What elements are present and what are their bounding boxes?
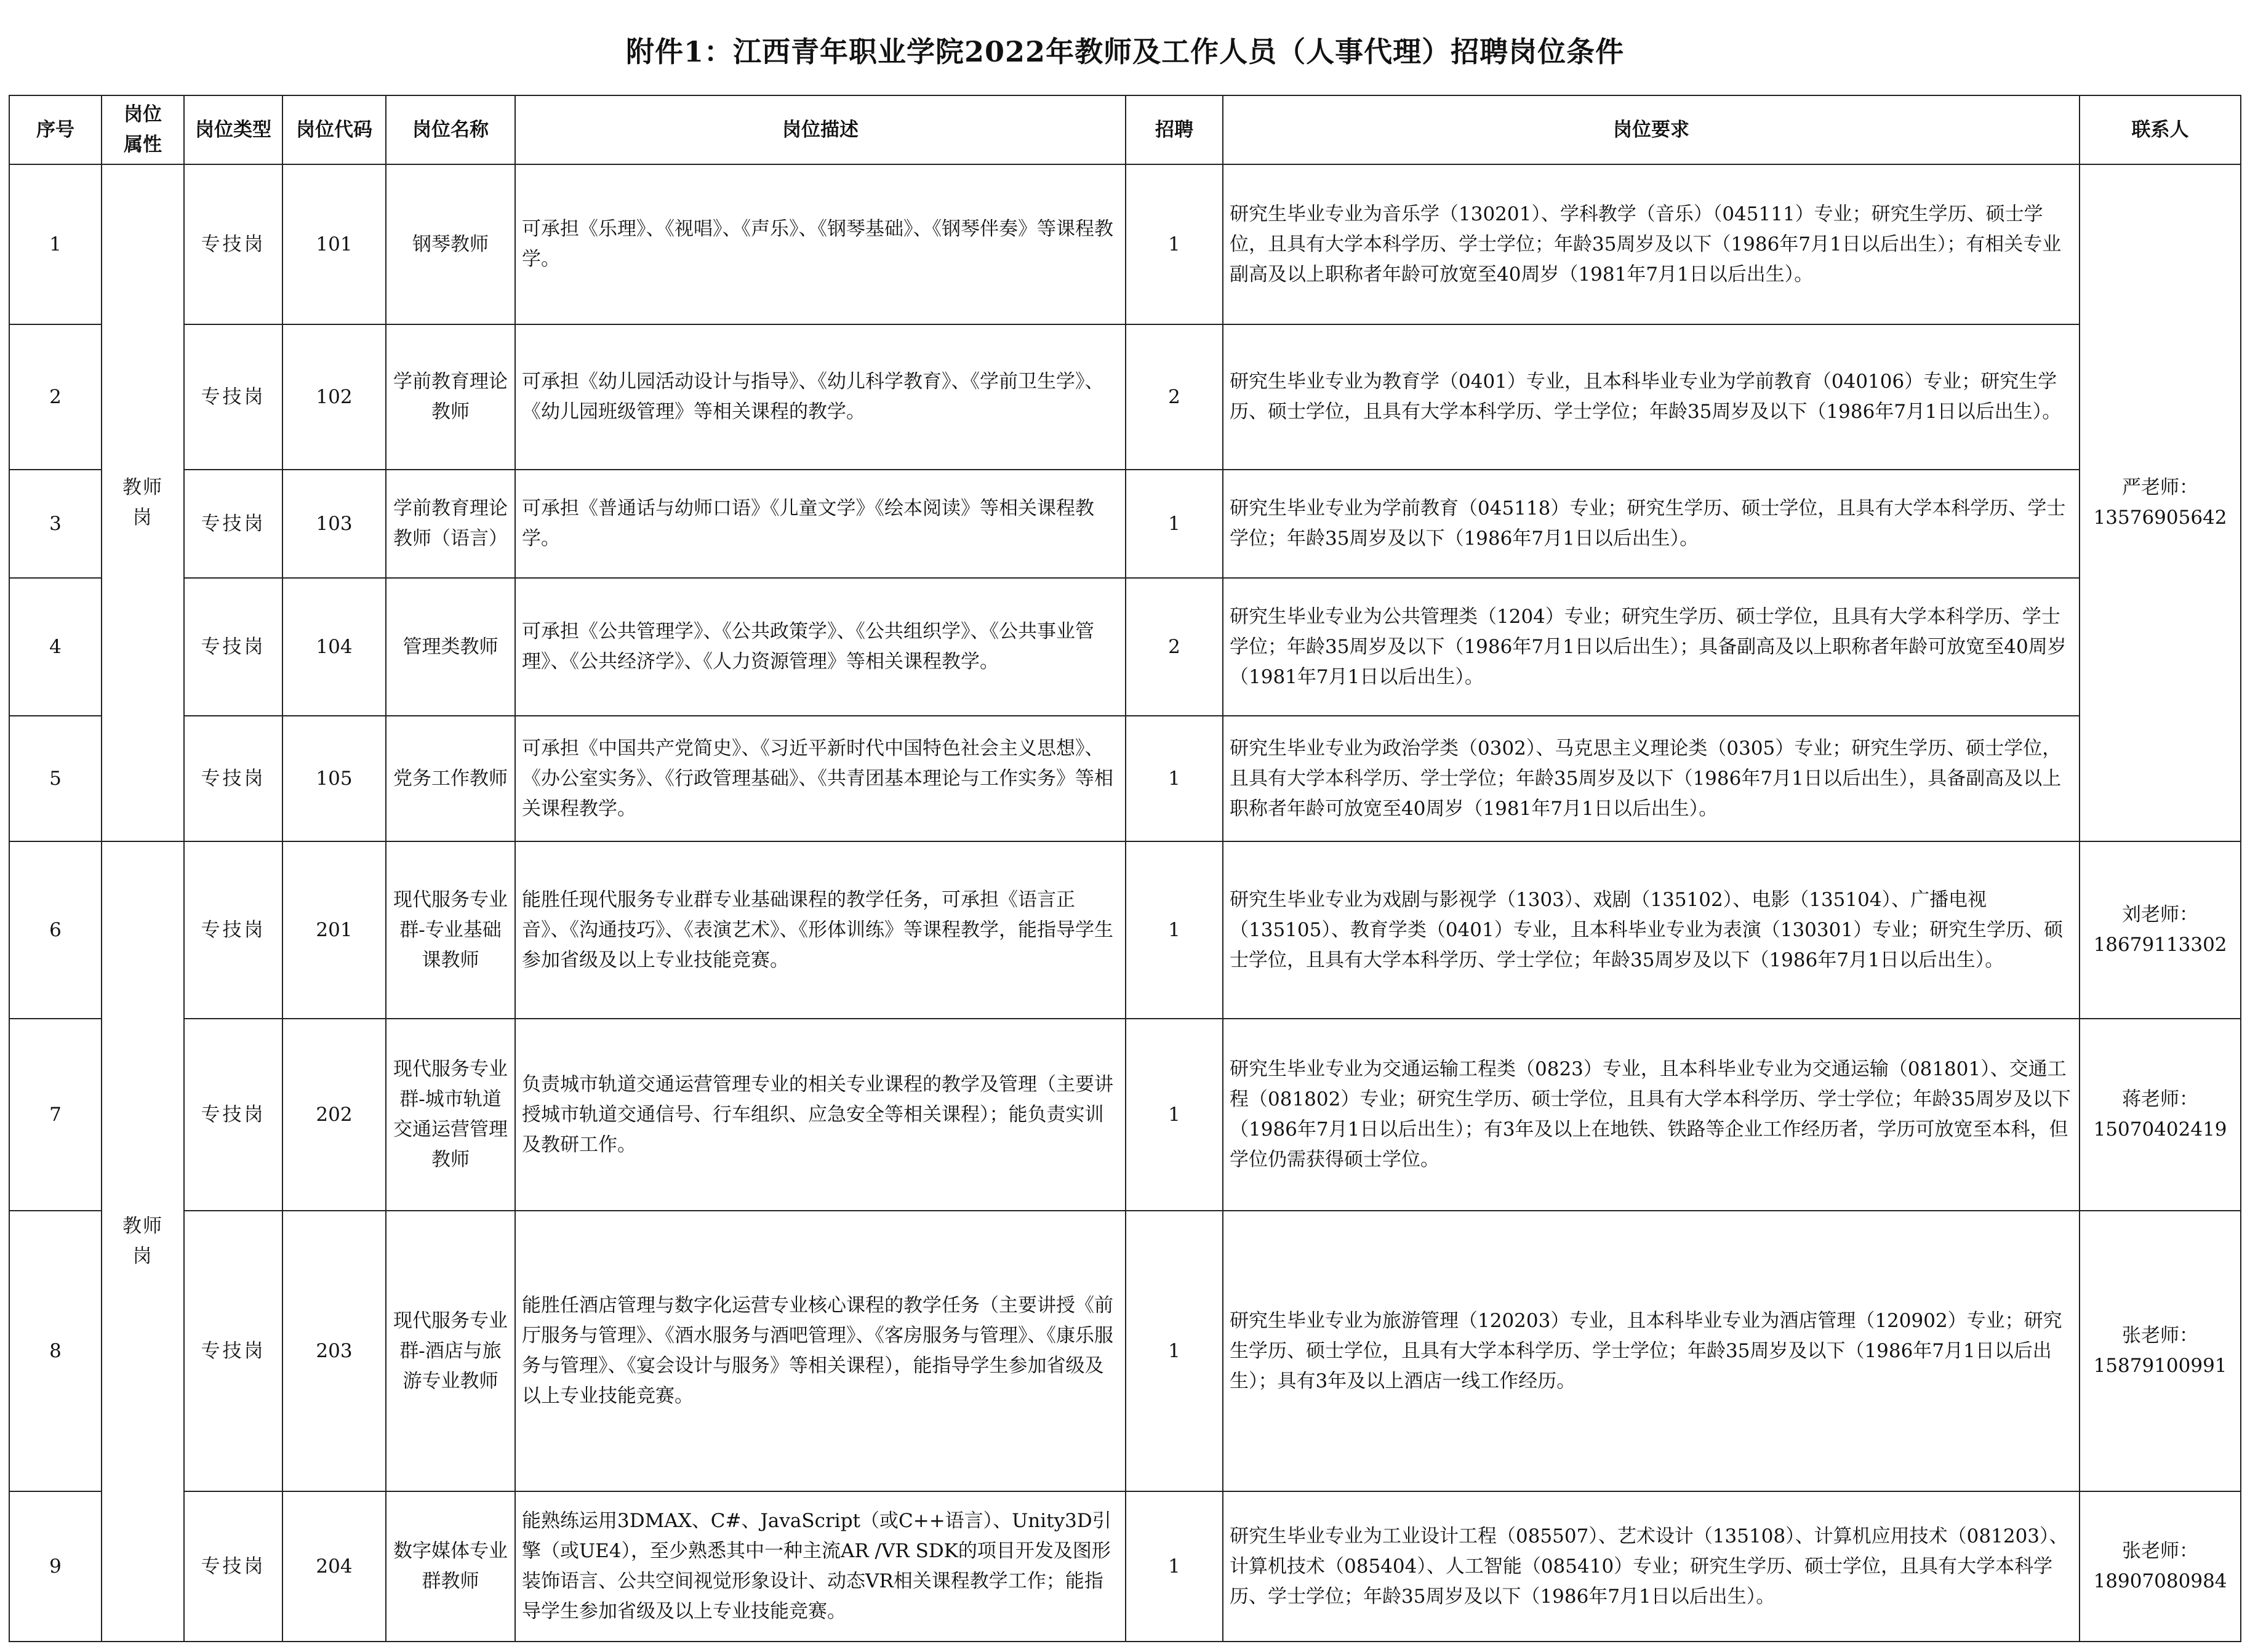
row-count: 2	[1126, 324, 1223, 470]
row-count: 1	[1126, 841, 1223, 1019]
row-seq: 6	[9, 841, 102, 1019]
row-name: 学前教育理论教师	[386, 324, 515, 470]
row-name: 党务工作教师	[386, 716, 515, 841]
row-type: 专技岗	[184, 578, 282, 716]
header-contact: 联系人	[2080, 95, 2241, 164]
row-req: 研究生毕业专业为旅游管理（120203）专业，且本科毕业专业为酒店管理（120902）专业；研究生学历、硕士学位，且具有大学本科学历、学士学位；年龄35周岁及以下（1986年7月1日以后出生）；具有3年及以上酒店一线工作经历。	[1223, 1211, 2080, 1491]
row-seq: 4	[9, 578, 102, 716]
row-code: 101	[282, 164, 386, 324]
row-desc: 可承担《乐理》、《视唱》、《声乐》、《钢琴基础》、《钢琴伴奏》等课程教学。	[515, 164, 1126, 324]
row-type: 专技岗	[184, 324, 282, 470]
contact-name: 蒋老师：	[2122, 1088, 2199, 1110]
row-desc: 可承担《公共管理学》、《公共政策学》、《公共组织学》、《公共事业管理》、《公共经济学》、《人力资源管理》等相关课程教学。	[515, 578, 1126, 716]
row-name: 数字媒体专业群教师	[386, 1491, 515, 1642]
row-req: 研究生毕业专业为政治学类（0302）、马克思主义理论类（0305）专业；研究生学历、硕士学位，且具有大学本科学历、学士学位；年龄35周岁及以下（1986年7月1日以后出生），具备副高及以上职称者年龄可放宽至40周岁（1981年7月1日以后出生）。	[1223, 716, 2080, 841]
table-row	[9, 578, 2241, 716]
row-desc: 可承担《幼儿园活动设计与指导》、《幼儿科学教育》、《学前卫生学》、《幼儿园班级管理》等相关课程的教学。	[515, 324, 1126, 470]
row-code: 203	[282, 1211, 386, 1491]
header-attr	[102, 95, 184, 164]
row-type: 专技岗	[184, 164, 282, 324]
row-count: 1	[1126, 1491, 1223, 1642]
contact-name: 严老师：	[2122, 476, 2199, 499]
header-type: 岗位类型	[184, 95, 282, 164]
row-count: 1	[1126, 716, 1223, 841]
header-attr-text: 岗位属性	[124, 103, 162, 156]
header-row	[9, 95, 2241, 164]
row-req: 研究生毕业专业为音乐学（130201）、学科教学（音乐）（045111）专业；研究生学历、硕士学位，且具有大学本科学历、学士学位；年龄35周岁及以下（1986年7月1日以后出生）；有相关专业副高及以上职称者年龄可放宽至40周岁（1981年7月1日以后出生）。	[1223, 164, 2080, 324]
row-count: 1	[1126, 1019, 1223, 1211]
contact-phone: 15879100991	[2093, 1355, 2227, 1377]
row-req: 研究生毕业专业为学前教育（045118）专业；研究生学历、硕士学位，且具有大学本科学历、学士学位；年龄35周岁及以下（1986年7月1日以后出生）。	[1223, 470, 2080, 578]
row-req: 研究生毕业专业为戏剧与影视学（1303）、戏剧（135102）、电影（135104）、广播电视（135105）、教育学类（0401）专业，且本科毕业专业为表演（130301）专业；研究生学历、硕士学位，且具有大学本科学历、学士学位；年龄35周岁及以下（1986年7月1日以后出生）。	[1223, 841, 2080, 1019]
row-desc: 能胜任现代服务专业群专业基础课程的教学任务，可承担《语言正音》、《沟通技巧》、《表演艺术》、《形体训练》等课程教学，能指导学生参加省级及以上专业技能竞赛。	[515, 841, 1126, 1019]
contact-cell	[2080, 1211, 2241, 1491]
row-req: 研究生毕业专业为交通运输工程类（0823）专业，且本科毕业专业为交通运输（081801）、交通工程（081802）专业；研究生学历、硕士学位，且具有大学本科学历、学士学位；年龄35周岁及以下（1986年7月1日以后出生）；有3年及以上在地铁、铁路等企业工作经历者，学历可放宽至本科，但学位仍需获得硕士学位。	[1223, 1019, 2080, 1211]
row-desc: 能熟练运用3DMAX、C#、JavaScript（或C++语言）、Unity3D引擎（或UE4），至少熟悉其中一种主流AR /VR SDK的项目开发及图形装饰语言、公共空间视觉形象设计、动态VR相关课程教学工作；能指导学生参加省级及以上专业技能竞赛。	[515, 1491, 1126, 1642]
row-count: 1	[1126, 1211, 1223, 1491]
row-code: 102	[282, 324, 386, 470]
header-desc: 岗位描述	[515, 95, 1126, 164]
contact-name: 张老师：	[2122, 1540, 2199, 1562]
row-desc: 可承担《中国共产党简史》、《习近平新时代中国特色社会主义思想》、《办公室实务》、《行政管理基础》、《共青团基本理论与工作实务》等相关课程教学。	[515, 716, 1126, 841]
contact-name: 张老师：	[2122, 1325, 2199, 1347]
contact-phone: 18907080984	[2093, 1570, 2227, 1592]
row-name: 学前教育理论教师（语言）	[386, 470, 515, 578]
row-seq: 3	[9, 470, 102, 578]
table-row	[9, 716, 2241, 841]
row-type: 专技岗	[184, 1491, 282, 1642]
row-req: 研究生毕业专业为教育学（0401）专业，且本科毕业专业为学前教育（040106）专业；研究生学历、硕士学位，且具有大学本科学历、学士学位；年龄35周岁及以下（1986年7月1日以后出生）。	[1223, 324, 2080, 470]
row-seq: 1	[9, 164, 102, 324]
row-seq: 7	[9, 1019, 102, 1211]
table-row	[9, 841, 2241, 1019]
contact-phone: 18679113302	[2093, 934, 2227, 956]
contact-name: 刘老师：	[2122, 904, 2199, 926]
group-attr-cell	[102, 164, 184, 841]
row-seq: 8	[9, 1211, 102, 1491]
contact-cell	[2080, 1491, 2241, 1642]
row-code: 105	[282, 716, 386, 841]
row-count: 1	[1126, 164, 1223, 324]
header-code: 岗位代码	[282, 95, 386, 164]
header-req: 岗位要求	[1223, 95, 2080, 164]
group-attr-cell	[102, 841, 184, 1642]
table-row	[9, 1491, 2241, 1642]
contact-phone: 13576905642	[2093, 507, 2227, 529]
contact-cell	[2080, 164, 2241, 841]
recruitment-sheet	[9, 9, 2240, 1642]
row-code: 103	[282, 470, 386, 578]
row-type: 专技岗	[184, 841, 282, 1019]
row-code: 204	[282, 1491, 386, 1642]
document-title: 附件1：江西青年职业学院2022年教师及工作人员（人事代理）招聘岗位条件	[626, 34, 1625, 68]
contact-cell	[2080, 841, 2241, 1019]
table-row	[9, 470, 2241, 578]
recruitment-table	[9, 9, 2241, 1642]
row-seq: 2	[9, 324, 102, 470]
table-row	[9, 1019, 2241, 1211]
row-count: 1	[1126, 470, 1223, 578]
row-desc: 能胜任酒店管理与数字化运营专业核心课程的教学任务（主要讲授《前厅服务与管理》、《酒水服务与酒吧管理》、《客房服务与管理》、《康乐服务与管理》、《宴会设计与服务》等相关课程），能指导学生参加省级及以上专业技能竞赛。	[515, 1211, 1126, 1491]
table-row	[9, 1211, 2241, 1491]
row-name: 钢琴教师	[386, 164, 515, 324]
row-type: 专技岗	[184, 716, 282, 841]
group-attr: 教师岗	[122, 476, 163, 529]
row-code: 201	[282, 841, 386, 1019]
row-req: 研究生毕业专业为公共管理类（1204）专业；研究生学历、硕士学位，且具有大学本科学历、学士学位；年龄35周岁及以下（1986年7月1日以后出生）；具备副高及以上职称者年龄可放宽至40周岁（1981年7月1日以后出生）。	[1223, 578, 2080, 716]
row-count: 2	[1126, 578, 1223, 716]
header-seq: 序号	[9, 95, 102, 164]
row-type: 专技岗	[184, 1211, 282, 1491]
row-desc: 可承担《普通话与幼师口语》《儿童文学》《绘本阅读》等相关课程教学。	[515, 470, 1126, 578]
row-desc: 负责城市轨道交通运营管理专业的相关专业课程的教学及管理（主要讲授城市轨道交通信号、行车组织、应急安全等相关课程）；能负责实训及教研工作。	[515, 1019, 1126, 1211]
row-code: 202	[282, 1019, 386, 1211]
table-row	[9, 164, 2241, 324]
row-name: 现代服务专业群-专业基础课教师	[386, 841, 515, 1019]
header-count: 招聘	[1126, 95, 1223, 164]
row-type: 专技岗	[184, 1019, 282, 1211]
row-seq: 9	[9, 1491, 102, 1642]
header-name: 岗位名称	[386, 95, 515, 164]
row-req: 研究生毕业专业为工业设计工程（085507）、艺术设计（135108）、计算机应用技术（081203）、计算机技术（085404）、人工智能（085410）专业；研究生学历、硕士学位，且具有大学本科学历、学士学位；年龄35周岁及以下（1986年7月1日以后出生）。	[1223, 1491, 2080, 1642]
row-name: 管理类教师	[386, 578, 515, 716]
group-attr: 教师岗	[122, 1215, 163, 1267]
row-name: 现代服务专业群-城市轨道交通运营管理教师	[386, 1019, 515, 1211]
table-row	[9, 324, 2241, 470]
row-name: 现代服务专业群-酒店与旅游专业教师	[386, 1211, 515, 1491]
contact-phone: 15070402419	[2093, 1118, 2227, 1141]
row-type: 专技岗	[184, 470, 282, 578]
row-code: 104	[282, 578, 386, 716]
row-seq: 5	[9, 716, 102, 841]
contact-cell	[2080, 1019, 2241, 1211]
